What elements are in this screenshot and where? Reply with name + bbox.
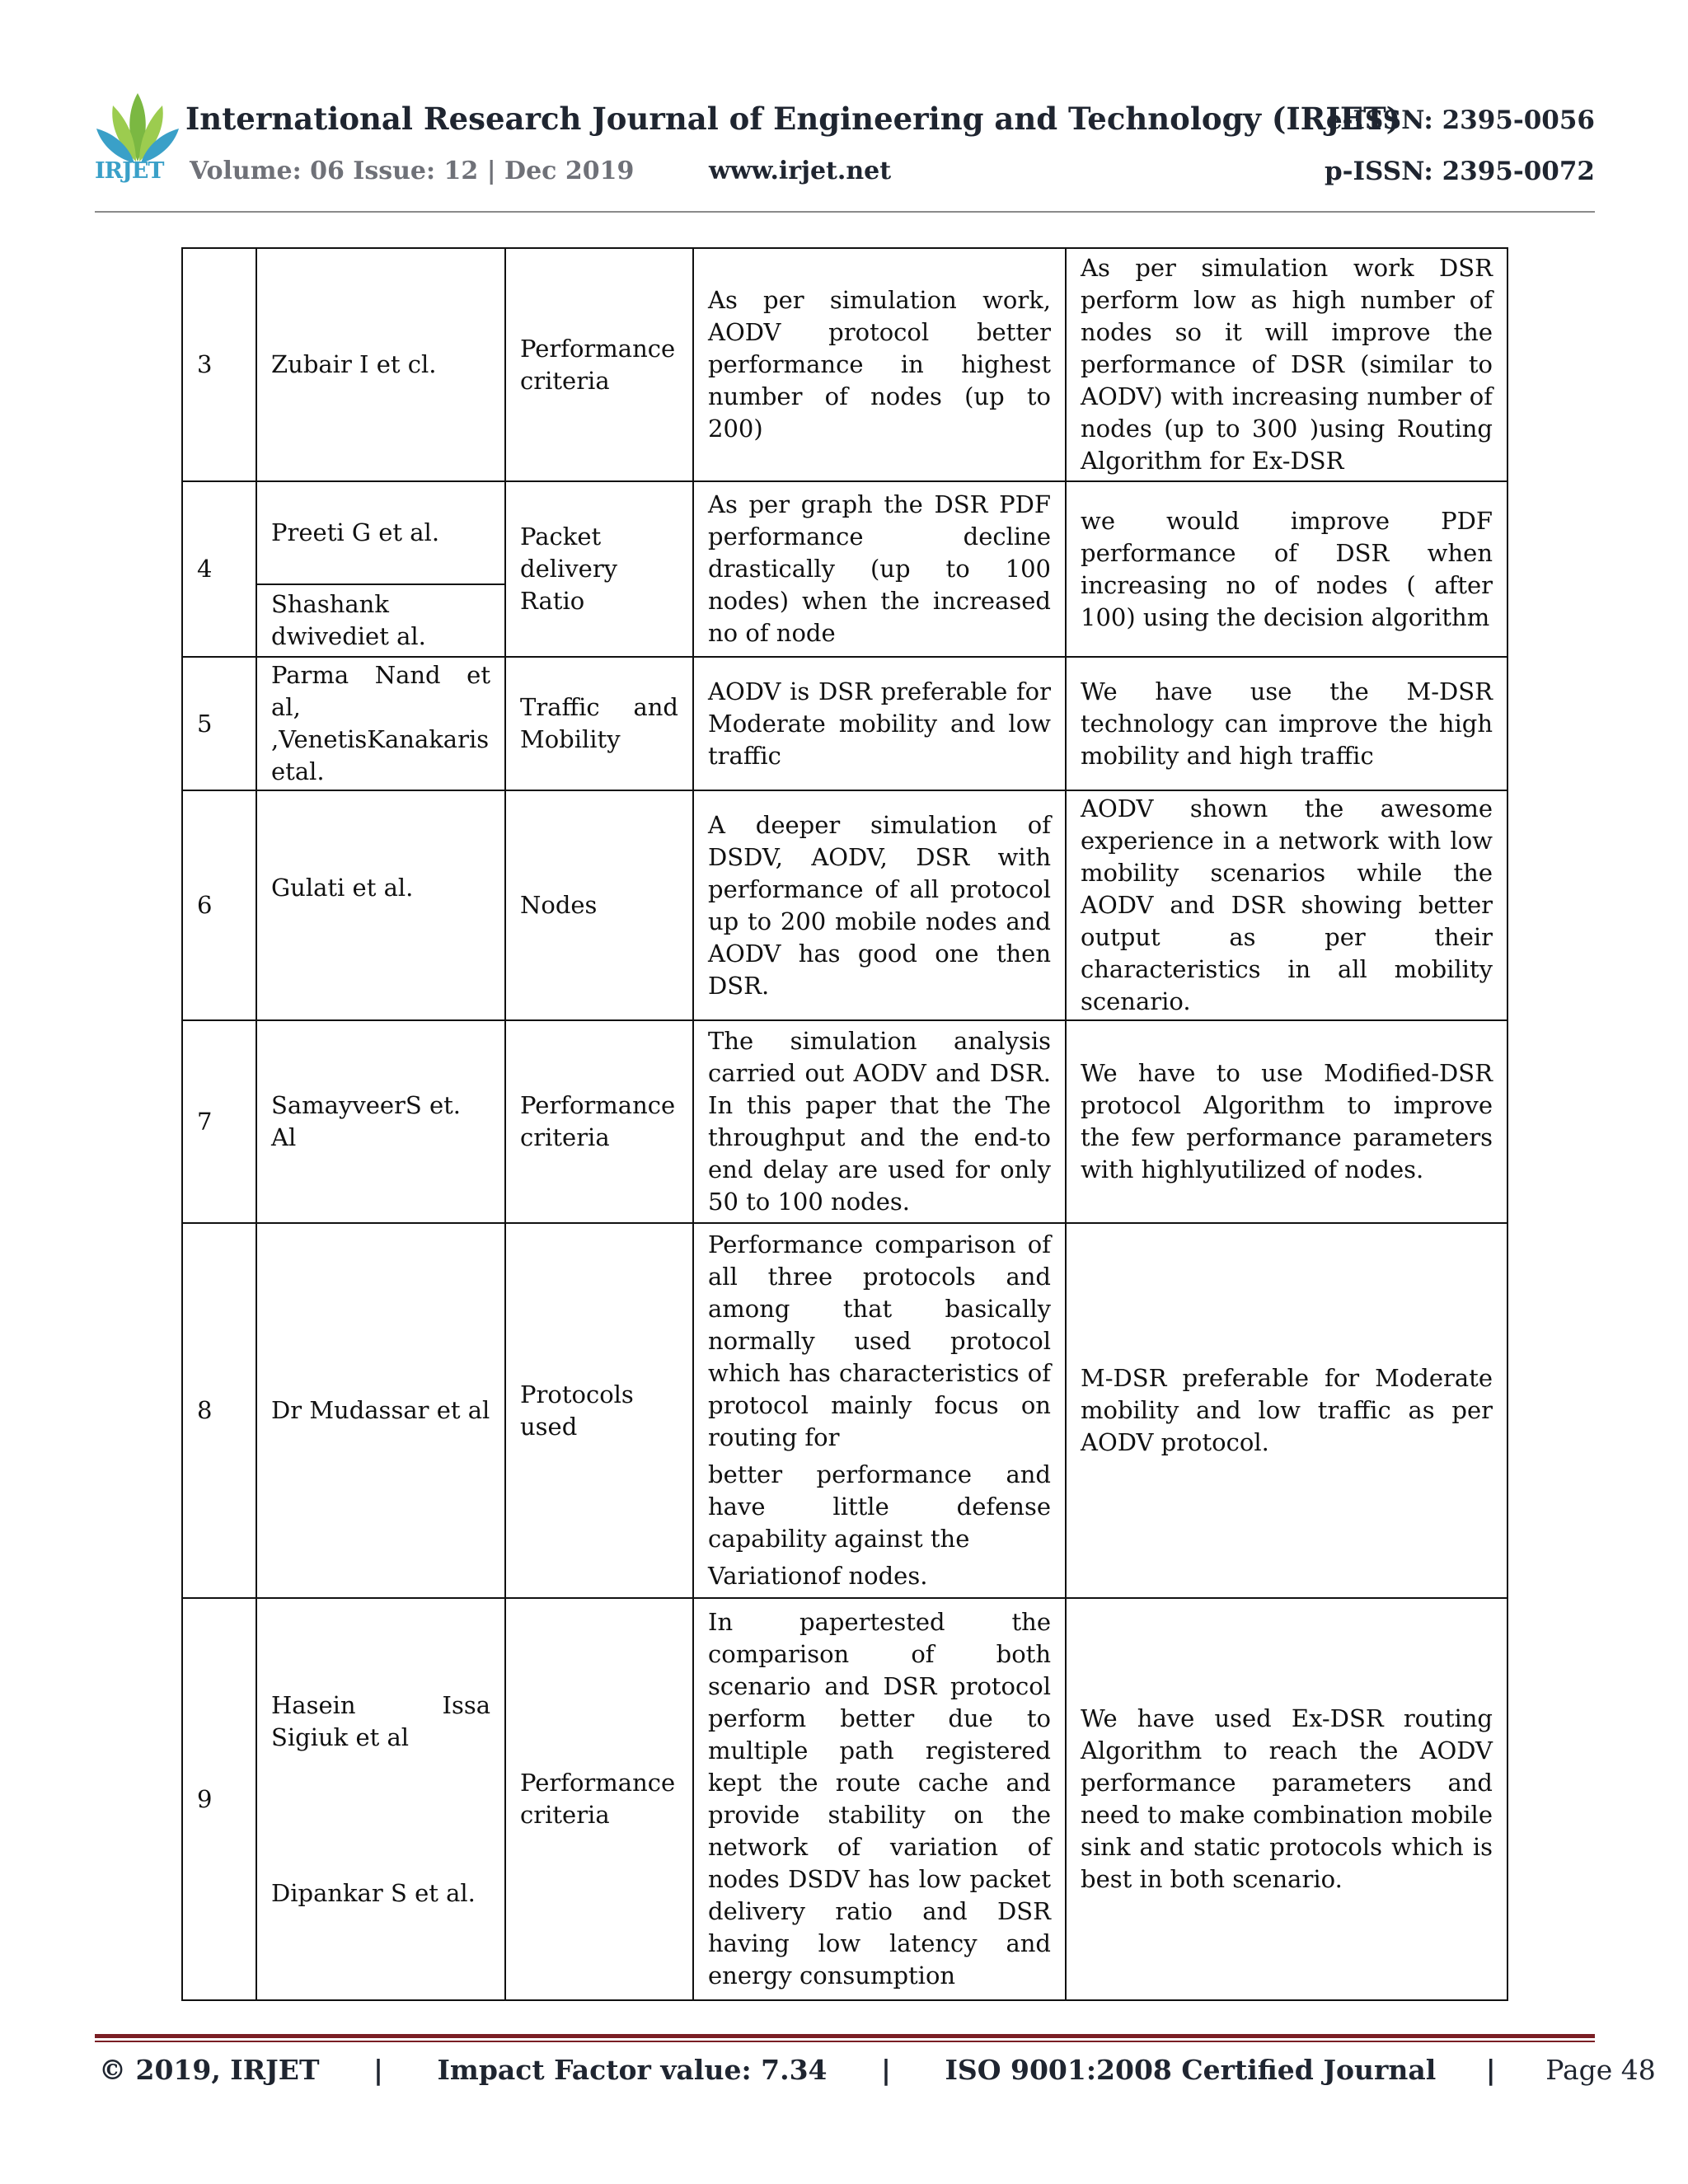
- finding-cell: As per simulation work, AODV protocol better performance in highest number of nodes (up to 200): [693, 248, 1066, 481]
- author-cell: [256, 1598, 505, 2000]
- table-row: [182, 657, 1507, 790]
- finding-cell: In papertested the comparison of both scenario and DSR protocol perform better due to multiple path registered kept the route cache and provide stability on the network of variation of nodes DSDV has low packet delivery ratio and DSR having low latency and energy consumption: [693, 1598, 1066, 2000]
- row-number: 8: [182, 1223, 256, 1598]
- journal-website-link[interactable]: www.irjet.net: [709, 157, 892, 185]
- proposed-cell: We have use the M-DSR technology can improve the high mobility and high traffic: [1066, 657, 1507, 790]
- journal-title: International Research Journal of Engineering and Technology (IRJET): [185, 101, 1401, 137]
- irjet-logo: [95, 89, 181, 188]
- author-cell: Preeti G et al.: [256, 481, 505, 584]
- author-name: Dipankar S et al.: [271, 1878, 476, 1907]
- proposed-cell: As per simulation work DSR perform low as high number of nodes so it will improve the performance of DSR (similar to AODV) with increasing number of nodes (up to 300 )using Routing Algorithm for Ex-DSR: [1066, 248, 1507, 481]
- proposed-cell: AODV shown the awesome experience in a network with low mobility scenarios while the AODV and DSR showing better output as per their characteristics in all mobility scenario.: [1066, 790, 1507, 1020]
- impact-factor: Impact Factor value: 7.34: [437, 2054, 828, 2086]
- e-issn: e-ISSN: 2395-0056: [1325, 105, 1595, 135]
- author-cell: Dr Mudassar et al: [256, 1223, 505, 1598]
- row-number: 5: [182, 657, 256, 790]
- author-cell: Zubair I et cl.: [256, 248, 505, 481]
- finding-cell: The simulation analysis carried out AODV and DSR. In this paper that the The throughput and the end-to end delay are used for only 50 to 100 nodes.: [693, 1020, 1066, 1223]
- table-row: [182, 1020, 1507, 1223]
- table-row: [182, 1223, 1507, 1598]
- row-number: 7: [182, 1020, 256, 1223]
- footer-divider: [95, 2034, 1595, 2038]
- finding-paragraph: Variationof nodes.: [708, 1562, 928, 1590]
- copyright: © 2019, IRJET: [99, 2054, 320, 2086]
- table-row: [182, 248, 1507, 481]
- logo-wordmark: IRJET: [95, 158, 164, 184]
- row-number: 6: [182, 790, 256, 1020]
- parameter-cell: Traffic and Mobility: [505, 657, 693, 790]
- finding-cell: AODV is DSR preferable for Moderate mobility and low traffic: [693, 657, 1066, 790]
- p-issn: p-ISSN: 2395-0072: [1324, 157, 1595, 186]
- parameter-cell: Protocols used: [505, 1223, 693, 1598]
- leaf-logo-icon: [95, 89, 181, 167]
- iso-certification: ISO 9001:2008 Certified Journal: [945, 2054, 1437, 2086]
- author-cell: Shashank dwivediet al.: [256, 584, 505, 657]
- footer-divider-thin: [95, 2041, 1595, 2042]
- table-row: [182, 481, 1507, 584]
- row-number: 4: [182, 481, 256, 657]
- parameter-cell: Performance criteria: [505, 1020, 693, 1223]
- finding-cell: As per graph the DSR PDF performance decline drastically (up to 100 nodes) when the increased no of node: [693, 481, 1066, 657]
- proposed-cell: we would improve PDF performance of DSR when increasing no of nodes ( after 100) using the decision algorithm: [1066, 481, 1507, 657]
- finding-paragraph: better performance and have little defense capability against the: [708, 1460, 1051, 1553]
- row-number: 9: [182, 1598, 256, 2000]
- volume-issue: Volume: 06 Issue: 12 | Dec 2019: [190, 157, 635, 185]
- parameter-cell: Performance criteria: [505, 1598, 693, 2000]
- proposed-cell: We have to use Modified-DSR protocol Algorithm to improve the few performance parameters with highlyutilized of nodes.: [1066, 1020, 1507, 1223]
- author-cell: Parma Nand et al, ,VenetisKanakaris etal.: [256, 657, 505, 790]
- author-cell: SamayveerS et. Al: [256, 1020, 505, 1223]
- footer-separator: |: [1485, 2054, 1496, 2086]
- literature-review-table: [181, 247, 1508, 2001]
- footer-separator: |: [880, 2054, 891, 2086]
- finding-cell: A deeper simulation of DSDV, AODV, DSR with performance of all protocol up to 200 mobile nodes and AODV has good one then DSR.: [693, 790, 1066, 1020]
- parameter-cell: Packet delivery Ratio: [505, 481, 693, 657]
- footer-separator: |: [373, 2054, 383, 2086]
- author-name: Hasein Issa Sigiuk et al: [271, 1690, 490, 1751]
- author-cell: Gulati et al.: [256, 790, 505, 1020]
- page-number: Page 48: [1545, 2054, 1656, 2086]
- table-row: [182, 1598, 1507, 2000]
- parameter-cell: Performance criteria: [505, 248, 693, 481]
- finding-cell: [693, 1223, 1066, 1598]
- finding-paragraph: Performance comparison of all three protocols and among that basically normally used protocol which has characteristics of protocol mainly focus on routing for: [708, 1230, 1051, 1451]
- proposed-cell: M-DSR preferable for Moderate mobility and low traffic as per AODV protocol.: [1066, 1223, 1507, 1598]
- parameter-cell: Nodes: [505, 790, 693, 1020]
- row-number: 3: [182, 248, 256, 481]
- header-divider: [95, 211, 1595, 213]
- table-row: [182, 790, 1507, 1020]
- proposed-cell: We have used Ex-DSR routing Algorithm to reach the AODV performance parameters and need to make combination mobile sink and static protocols which is best in both scenario.: [1066, 1598, 1507, 2000]
- page-header: [95, 89, 1595, 221]
- page-footer: [99, 2054, 1656, 2086]
